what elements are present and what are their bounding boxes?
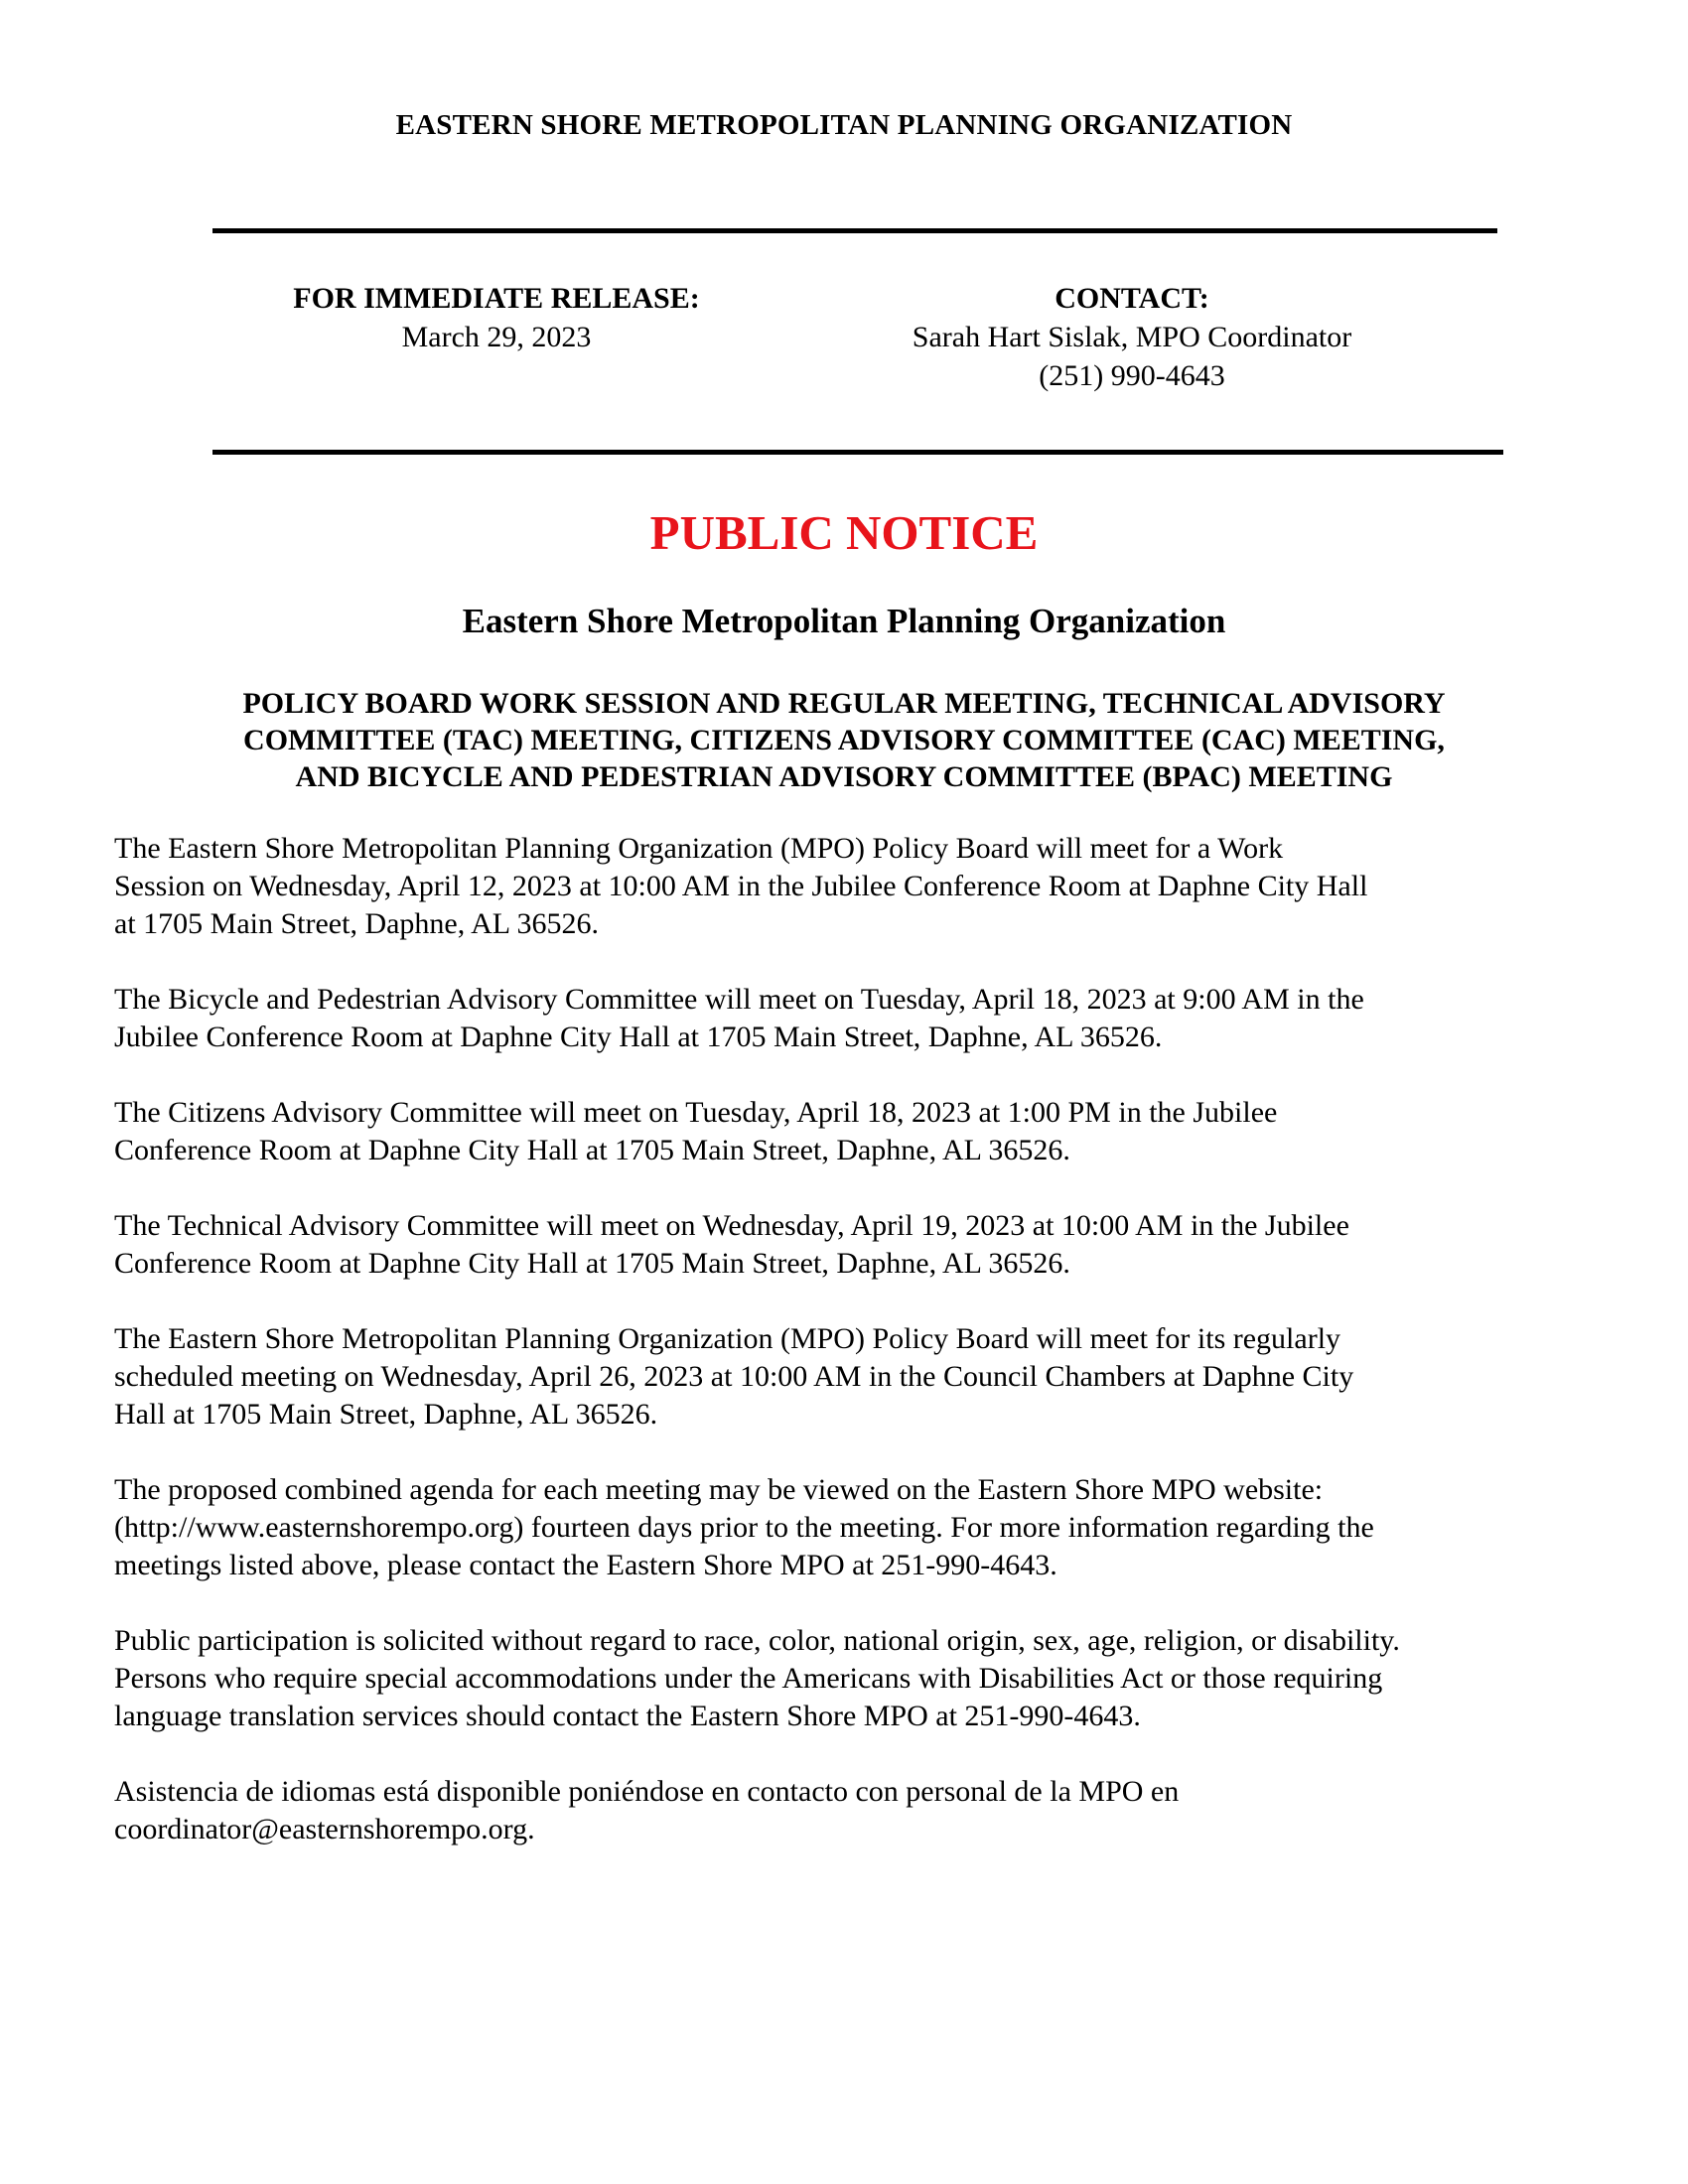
paragraph-bpac	[114, 981, 1564, 1056]
contact-name: Sarah Hart Sislak, MPO Coordinator	[912, 321, 1352, 353]
contact-label: CONTACT:	[1055, 282, 1209, 315]
paragraph-tac	[114, 1207, 1564, 1283]
release-date: March 29, 2023	[401, 321, 592, 353]
release-label: FOR IMMEDIATE RELEASE:	[293, 282, 700, 315]
paragraph-work-session	[114, 830, 1564, 943]
paragraph-participation	[114, 1622, 1564, 1735]
organization-subtitle: Eastern Shore Metropolitan Planning Organization	[462, 602, 1226, 640]
paragraph-line: The Citizens Advisory Committee will meet on Tuesday, April 18, 2023 at 1:00 PM in the Jubilee	[114, 1096, 1278, 1129]
paragraph-cac	[114, 1094, 1564, 1169]
paragraph-line: The Eastern Shore Metropolitan Planning Organization (MPO) Policy Board will meet for its regularly	[114, 1322, 1341, 1355]
paragraph-line: Conference Room at Daphne City Hall at 1705 Main Street, Daphne, AL 36526.	[114, 1247, 1070, 1280]
paragraph-line: Hall at 1705 Main Street, Daphne, AL 36526.	[114, 1398, 658, 1431]
paragraph-line: meetings listed above, please contact the Eastern Shore MPO at 251-990-4643.	[114, 1549, 1057, 1581]
paragraph-line: Public participation is solicited without regard to race, color, national origin, sex, age, religion, or disability.	[114, 1624, 1400, 1657]
paragraph-line: coordinator@easternshorempo.org.	[114, 1813, 535, 1845]
meeting-heading-line: AND BICYCLE AND PEDESTRIAN ADVISORY COMMITTEE (BPAC) MEETING	[295, 760, 1393, 793]
paragraph-agenda	[114, 1471, 1564, 1584]
paragraph-line: (http://www.easternshorempo.org) fourteen days prior to the meeting. For more information regarding the	[114, 1511, 1374, 1544]
paragraph-line: at 1705 Main Street, Daphne, AL 36526.	[114, 907, 599, 940]
meeting-heading	[149, 685, 1539, 795]
contact-block	[834, 279, 1430, 395]
bottom-divider	[212, 450, 1503, 455]
notice-title: PUBLIC NOTICE	[649, 505, 1039, 560]
paragraph-spanish-assistance	[114, 1773, 1564, 1848]
paragraph-regular-meeting	[114, 1320, 1564, 1433]
meeting-heading-line: POLICY BOARD WORK SESSION AND REGULAR MEETING, TECHNICAL ADVISORY	[242, 687, 1446, 720]
contact-phone: (251) 990-4643	[1039, 359, 1225, 392]
meeting-heading-line: COMMITTEE (TAC) MEETING, CITIZENS ADVISORY COMMITTEE (CAC) MEETING,	[243, 724, 1445, 756]
release-block	[238, 279, 755, 356]
paragraph-line: language translation services should contact the Eastern Shore MPO at 251-990-4643.	[114, 1700, 1141, 1732]
paragraph-line: The Bicycle and Pedestrian Advisory Committee will meet on Tuesday, April 18, 2023 at 9:00 AM in the	[114, 983, 1364, 1016]
paragraph-line: The proposed combined agenda for each meeting may be viewed on the Eastern Shore MPO website:	[114, 1473, 1324, 1506]
paragraph-line: The Technical Advisory Committee will meet on Wednesday, April 19, 2023 at 10:00 AM in the Jubilee	[114, 1209, 1349, 1242]
paragraph-line: Persons who require special accommodations under the Americans with Disabilities Act or those requiring	[114, 1662, 1383, 1695]
paragraph-line: Conference Room at Daphne City Hall at 1705 Main Street, Daphne, AL 36526.	[114, 1134, 1070, 1166]
organization-header: EASTERN SHORE METROPOLITAN PLANNING ORGANIZATION	[395, 109, 1293, 141]
top-divider	[212, 228, 1497, 233]
notice-body	[114, 830, 1564, 1886]
paragraph-line: Session on Wednesday, April 12, 2023 at 10:00 AM in the Jubilee Conference Room at Daphne City Hall	[114, 870, 1368, 902]
paragraph-line: The Eastern Shore Metropolitan Planning Organization (MPO) Policy Board will meet for a Work	[114, 832, 1284, 865]
paragraph-line: Jubilee Conference Room at Daphne City Hall at 1705 Main Street, Daphne, AL 36526.	[114, 1021, 1163, 1053]
paragraph-line: Asistencia de idiomas está disponible poniéndose en contacto con personal de la MPO en	[114, 1775, 1180, 1808]
paragraph-line: scheduled meeting on Wednesday, April 26, 2023 at 10:00 AM in the Council Chambers at Daphne City	[114, 1360, 1354, 1393]
